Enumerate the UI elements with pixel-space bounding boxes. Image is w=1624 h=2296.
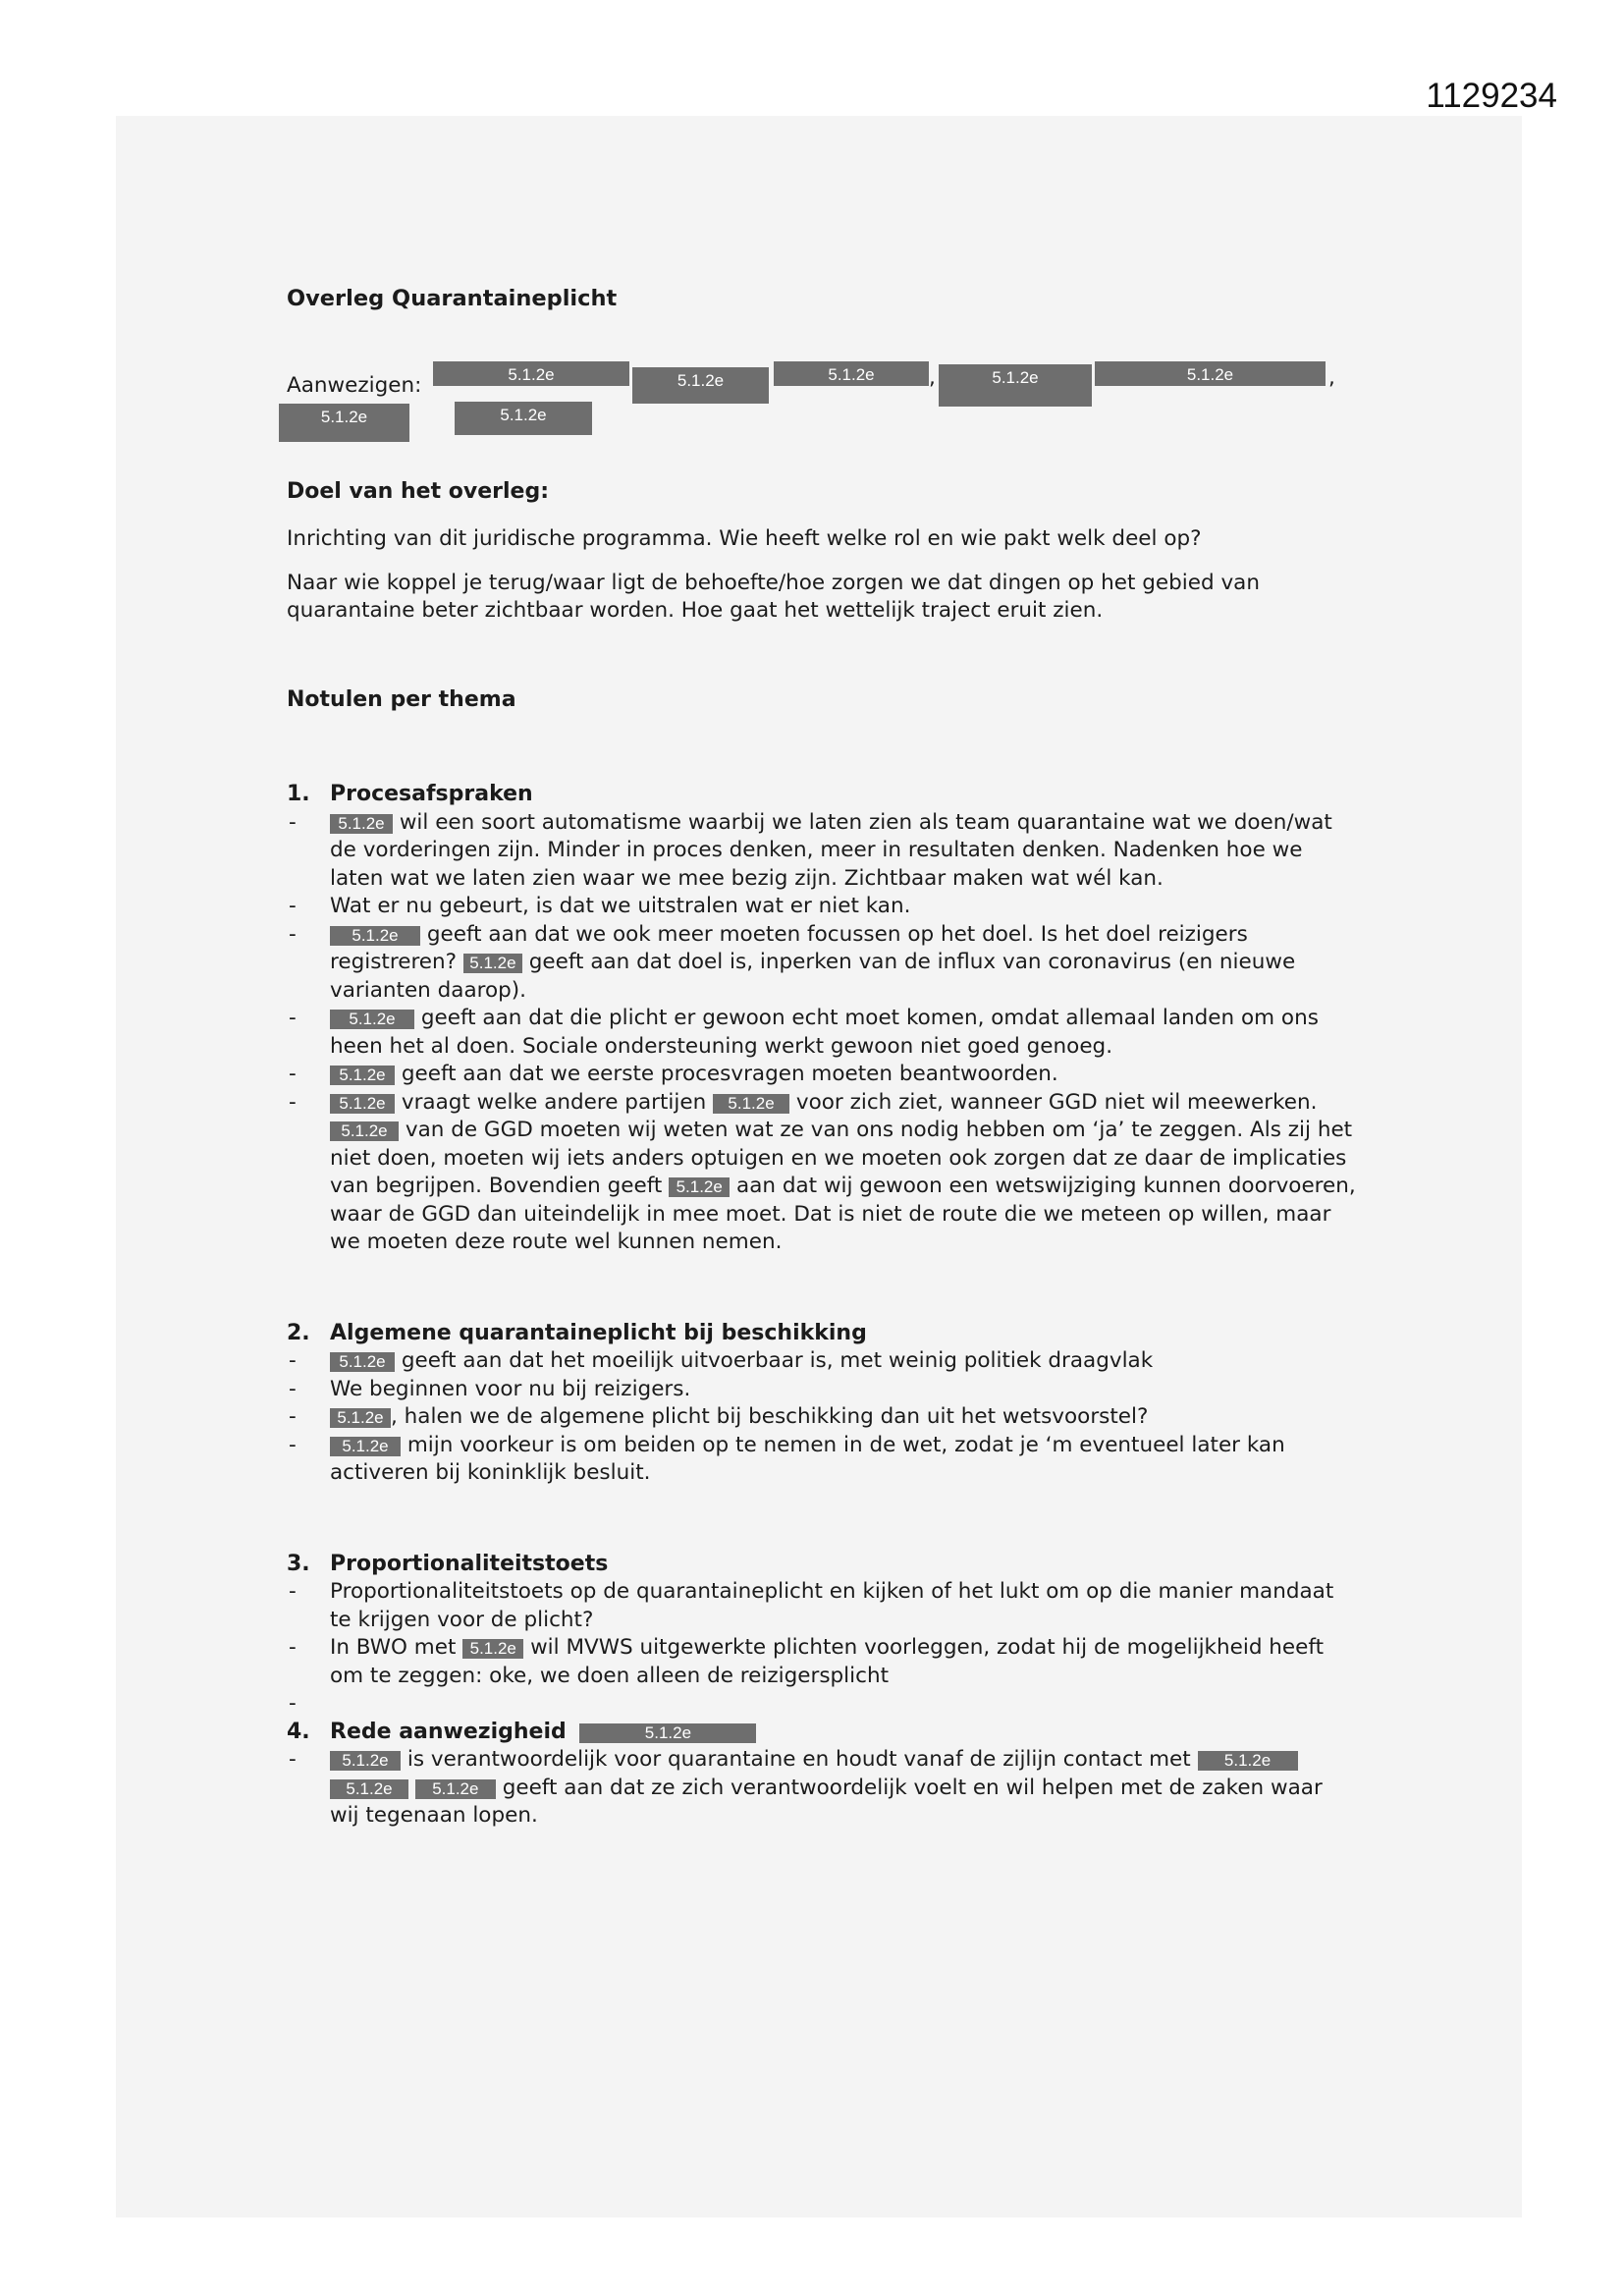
redaction-box: 5.1.2e: [330, 1094, 395, 1114]
topic-title: Proportionaliteitstoets: [330, 1551, 609, 1576]
redaction-box: 5.1.2e: [713, 1094, 789, 1114]
list-item: [330, 921, 1357, 1006]
item-text: In BWO met: [330, 1635, 457, 1660]
redaction-box: 5.1.2e: [632, 367, 769, 404]
list-item: [330, 1746, 1357, 1831]
topic-title: Procesafspraken: [330, 782, 533, 806]
redaction-box: 5.1.2e: [579, 1723, 756, 1743]
list-item: [330, 1690, 1357, 1719]
list-item: [330, 1376, 1357, 1404]
item-text: geeft aan dat doel is, inperken van de influx van coronavirus (en nieuwe varianten daarop).: [330, 950, 1296, 1003]
redaction-box: 5.1.2e: [330, 1437, 401, 1456]
redaction-box: 5.1.2e: [1198, 1751, 1298, 1771]
redaction-box: 5.1.2e: [463, 954, 522, 973]
redaction-box: 5.1.2e: [1095, 361, 1326, 386]
page-title: Overleg Quarantaineplicht: [287, 286, 618, 311]
list-item: [330, 809, 1357, 894]
list-item: [330, 1578, 1357, 1634]
topic-4: [287, 1719, 1357, 1831]
redaction-box: 5.1.2e: [279, 404, 409, 442]
list-item: [330, 893, 1357, 921]
list-item: [330, 1432, 1357, 1488]
topic-items: [330, 809, 1357, 1257]
item-text: geeft aan dat we eerste procesvragen moeten beantwoorden.: [401, 1062, 1058, 1086]
redaction-box: 5.1.2e: [330, 926, 420, 946]
item-text: We beginnen voor nu bij reizigers.: [330, 1376, 691, 1401]
redaction-box: 5.1.2e: [669, 1177, 730, 1197]
list-item: [330, 1061, 1357, 1089]
redaction-box: 5.1.2e: [330, 1121, 399, 1141]
goal-section: [287, 478, 1357, 626]
redaction-box: 5.1.2e: [330, 814, 393, 834]
topic-number: 4.: [287, 1719, 310, 1744]
topic-heading: [287, 781, 1357, 809]
topic-items: [330, 1746, 1357, 1831]
redaction-box: 5.1.2e: [330, 1751, 401, 1771]
redaction-box: 5.1.2e: [415, 1779, 496, 1799]
item-text: wil MVWS uitgewerkte plichten voorleggen, zodat hij de mogelijkheid heeft om te zeggen: oke, we doen alleen de reizigersplicht: [330, 1635, 1325, 1688]
document-number: 1129234: [1426, 77, 1557, 115]
item-text: wil een soort automatisme waarbij we laten zien als team quarantaine wat we doen/wat de vorderingen zijn. Minder in proces denken, meer in resultaten denken. Nadenken hoe we laten wat we laten zien waar we mee bezig zijn. Zichtbaar maken wat wél kan.: [330, 809, 1332, 891]
attendees-block: [287, 327, 1357, 426]
goal-paragraph: Naar wie koppel je terug/waar ligt de behoefte/hoe zorgen we dat dingen op het gebied van quarantaine beter zichtbaar worden. Hoe gaat het wettelijk traject eruit zien.: [287, 570, 1260, 623]
item-text: is verantwoordelijk voor quarantaine en houdt vanaf de zijlijn contact met: [406, 1747, 1191, 1772]
item-text: , halen we de algemene plicht bij beschikking dan uit het wetsvoorstel?: [391, 1404, 1149, 1429]
list-item: [330, 1089, 1357, 1257]
item-text: Wat er nu gebeurt, is dat we uitstralen wat er niet kan.: [330, 894, 911, 918]
list-item: [330, 1347, 1357, 1376]
topic-number: 2.: [287, 1320, 310, 1345]
redaction-box: 5.1.2e: [433, 361, 629, 386]
topic-heading: [287, 1719, 1357, 1747]
redaction-box: 5.1.2e: [939, 364, 1092, 407]
topic-title: Rede aanwezigheid: [330, 1719, 567, 1744]
separator: ,: [1328, 364, 1335, 390]
item-text: voor zich ziet, wanneer GGD niet wil meewerken.: [795, 1089, 1318, 1115]
item-text: mijn voorkeur is om beiden op te nemen in de wet, zodat je ‘m eventueel later kan activeren bij koninklijk besluit.: [330, 1432, 1285, 1485]
topic-number: 3.: [287, 1551, 310, 1576]
list-item: [330, 1634, 1357, 1690]
item-text: geeft aan dat we ook meer moeten focussen op het doel. Is het doel reizigers registreren?: [330, 921, 1248, 974]
item-text: aan dat wij gewoon een wetswijziging kunnen doorvoeren, waar de GGD dan uiteindelijk in mee moet. Dat is niet de route die we meteen op willen, maar we moeten deze route wel kunnen nemen.: [330, 1174, 1356, 1254]
redaction-box: 5.1.2e: [330, 1010, 414, 1029]
topic-items: [330, 1578, 1357, 1719]
item-text: Proportionaliteitstoets op de quarantaineplicht en kijken of het lukt om op die manier mandaat te krijgen voor de plicht?: [330, 1579, 1334, 1632]
item-text: vraagt welke andere partijen: [401, 1089, 707, 1115]
topic-number: 1.: [287, 782, 310, 806]
redaction-box: 5.1.2e: [330, 1066, 395, 1085]
list-item: [330, 1005, 1357, 1061]
topic-3: [287, 1551, 1357, 1719]
topic-heading: [287, 1320, 1357, 1348]
redaction-box: 5.1.2e: [330, 1352, 395, 1372]
separator: ,: [929, 364, 936, 390]
document-page: [287, 285, 1357, 1831]
topic-items: [330, 1347, 1357, 1488]
goal-paragraph: Inrichting van dit juridische programma. Wie heeft welke rol en wie pakt welk deel op?: [287, 526, 1202, 551]
item-text: geeft aan dat die plicht er gewoon echt moet komen, omdat allemaal landen om ons heen het al doen. Sociale ondersteuning werkt gewoon niet goed genoeg.: [330, 1006, 1319, 1059]
item-text: van de GGD moeten wij weten wat ze van ons nodig hebben om ‘ja’ te zeggen. Als zij het niet doen, moeten wij iets anders optuigen en we moeten ook zorgen dat ze daar de implicaties van begrijpen. Bovendien geeft: [330, 1118, 1353, 1198]
redaction-box: 5.1.2e: [455, 402, 592, 435]
redaction-box: 5.1.2e: [774, 361, 929, 386]
topic-2: [287, 1320, 1357, 1488]
minutes-heading: Notulen per thema: [287, 686, 516, 712]
goal-heading: Doel van het overleg:: [287, 478, 549, 504]
redaction-box: 5.1.2e: [330, 1408, 391, 1428]
item-text: geeft aan dat het moeilijk uitvoerbaar is, met weinig politiek draagvlak: [401, 1348, 1154, 1373]
redaction-box: 5.1.2e: [462, 1639, 523, 1659]
topic-title: Algemene quarantaineplicht bij beschikking: [330, 1320, 867, 1345]
item-text: geeft aan dat ze zich verantwoordelijk voelt en wil helpen met de zaken waar wij tegenaan lopen.: [330, 1775, 1323, 1828]
topic-1: [287, 781, 1357, 1257]
attendees-label: Aanwezigen:: [287, 372, 422, 398]
redaction-box: 5.1.2e: [330, 1779, 408, 1799]
list-item: [330, 1403, 1357, 1432]
topic-heading: [287, 1551, 1357, 1579]
